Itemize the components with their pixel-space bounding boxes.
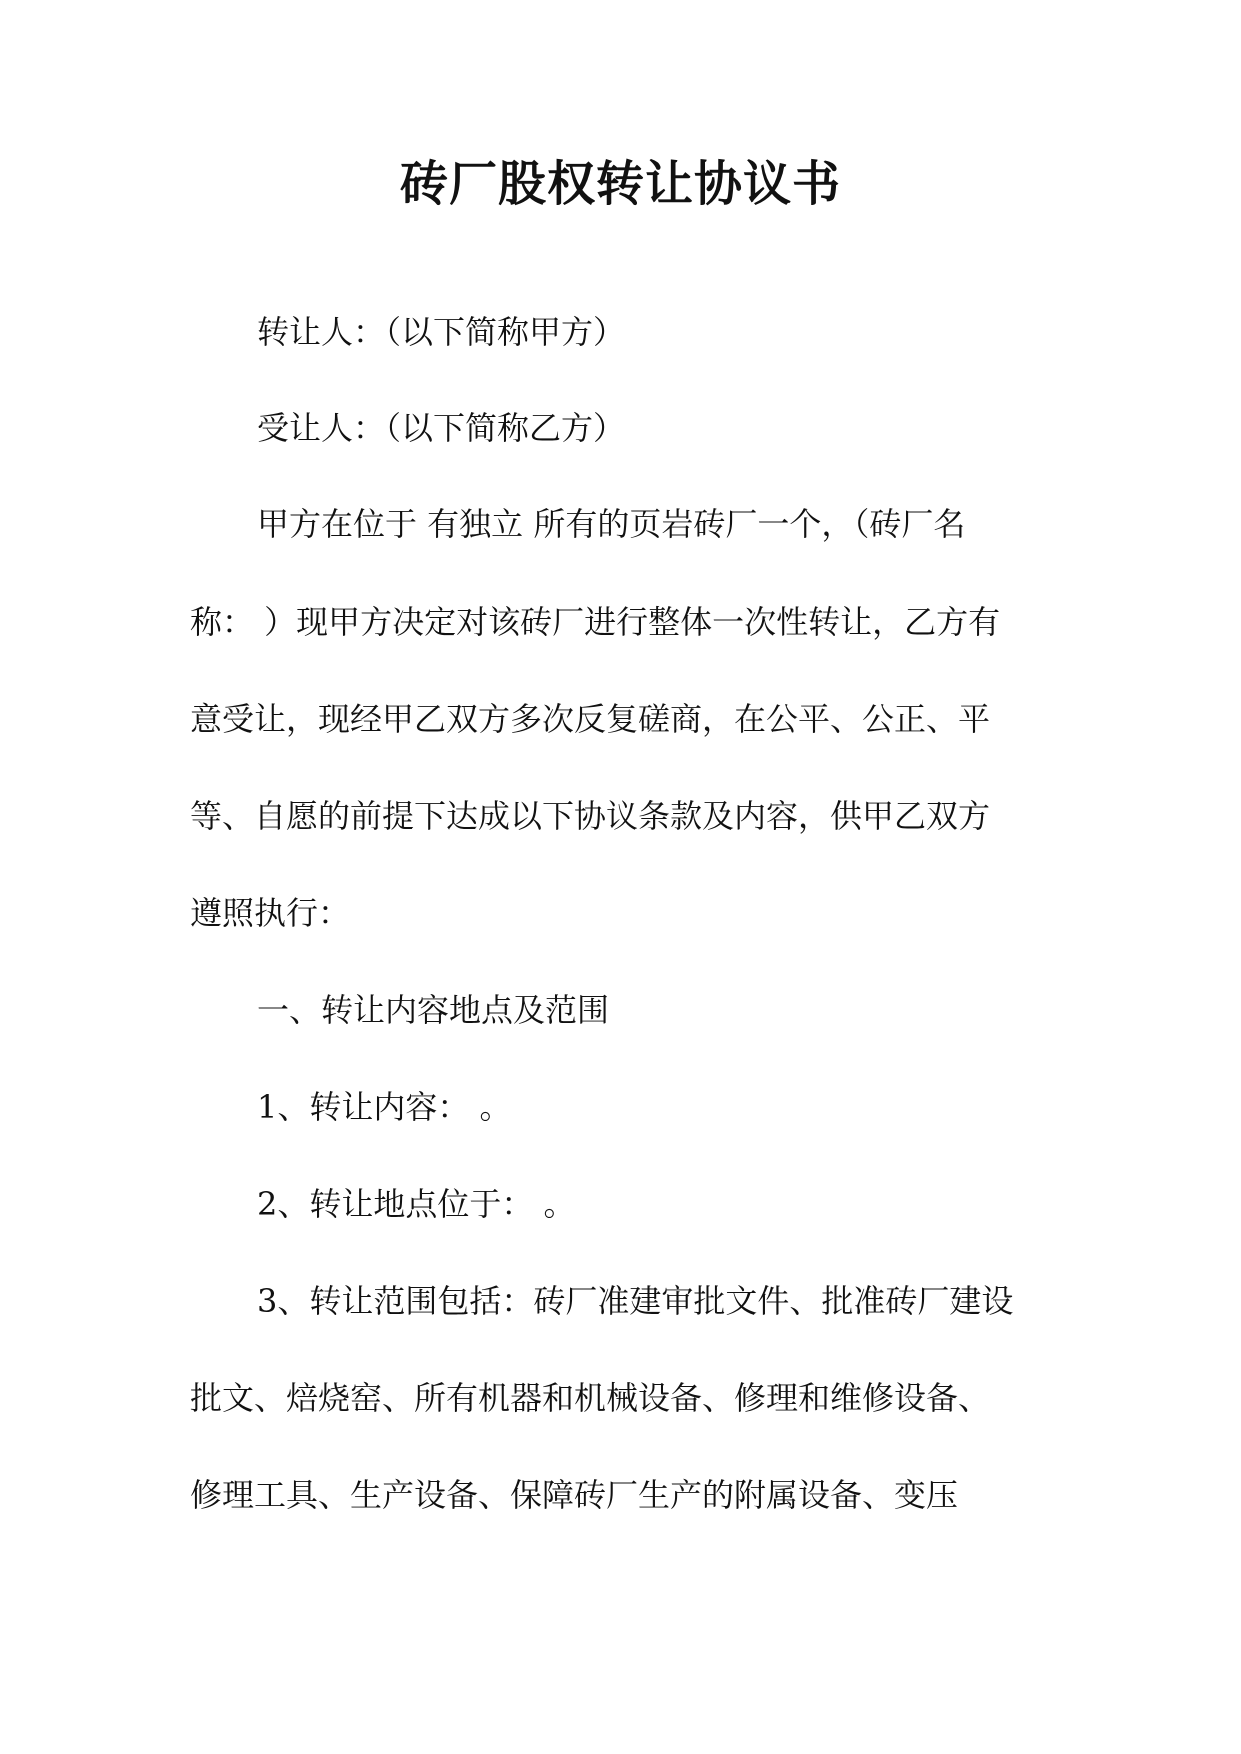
paragraph-line: 称： ）现甲方决定对该砖厂进行整体一次性转让，乙方有 — [190, 603, 1001, 641]
paragraph-line: 遵照执行： — [190, 894, 351, 932]
transferee-line: 受让人：（以下简称乙方） — [257, 409, 626, 447]
paragraph-line: 甲方在位于 有独立 所有的页岩砖厂一个，（砖厂名 — [257, 505, 966, 543]
clause-item-continued: 批文、焙烧窑、所有机器和机械设备、修理和维修设备、 — [190, 1379, 991, 1417]
paragraph-line: 等、自愿的前提下达成以下协议条款及内容，供甲乙双方 — [190, 797, 991, 835]
clause-item-continued: 修理工具、生产设备、保障砖厂生产的附属设备、变压 — [190, 1476, 959, 1514]
transferor-line: 转让人：（以下简称甲方） — [257, 313, 626, 351]
paragraph-line: 意受让，现经甲乙双方多次反复磋商，在公平、公正、平 — [190, 700, 991, 738]
clause-item: 3、转让范围包括：砖厂准建审批文件、批准砖厂建设 — [257, 1282, 1014, 1320]
document-title: 砖厂股权转让协议书 — [399, 156, 841, 212]
section-heading: 一、转让内容地点及范围 — [257, 991, 610, 1029]
clause-item: 2、转让地点位于： 。 — [257, 1185, 576, 1223]
clause-item: 1、转让内容： 。 — [257, 1088, 512, 1126]
